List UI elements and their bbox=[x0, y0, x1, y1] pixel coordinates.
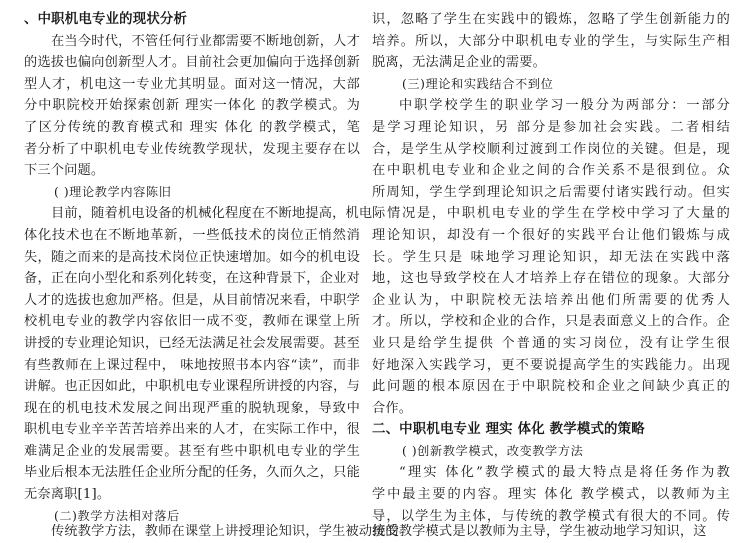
paragraph-line: 导，以学生为主体，与传统的教学模式有很大的不同。传 bbox=[372, 508, 730, 524]
paragraph-line: 合，是学生从学校顺利过渡到工作岗位的关键。但是，现 bbox=[372, 141, 730, 157]
paragraph-line: 无奈离职[1]。 bbox=[24, 487, 111, 503]
paragraph-line: 目前，随着机电设备的机械化程度在不断地提高，机电 bbox=[51, 206, 373, 222]
subsection-heading-2: (二)教学方法相对落后 bbox=[54, 508, 180, 523]
paragraph-line: 所周知，学生学到理论知识之后需要付诸实践行动。但实 bbox=[372, 184, 730, 200]
cut-off-text: 统的教学模式是以教师为主导，学生被动地学习知识，这 bbox=[372, 524, 707, 540]
paragraph-line: 讲解。也正因如此，中职机电专业课程所讲授的内容，与 bbox=[24, 379, 360, 395]
paragraph-line: 中职学校学生的职业学习一般分为两部分：一部分 bbox=[399, 98, 730, 114]
paragraph-line: 人才的选拔也愈加严格。但是，从目前情况来看，中职学 bbox=[24, 292, 360, 308]
intro-line: 了区分传统的教育模式和 理实 体化 的教学模式，笔 bbox=[24, 119, 360, 135]
subsection-heading-4: ( )创新教学模式，改变教学方法 bbox=[402, 443, 584, 458]
paragraph-line: 校机电专业的教学内容依旧一成不变，教师在课堂上所 bbox=[24, 314, 360, 330]
paragraph-line: 毕业后根本无法胜任企业所分配的任务，久而久之，只能 bbox=[24, 465, 360, 481]
intro-line: 在当今时代，不管任何行业都需要不断地创新，人才 bbox=[51, 33, 360, 49]
intro-line: 型人才，机电这一专业尤其明显。面对这一情况，大部 bbox=[24, 76, 360, 92]
intro-line: 者分析了中职机电专业传统教学现状，发现主要存在以 bbox=[24, 141, 360, 157]
paragraph-line: 识，忽略了学生在实践中的锻炼，忽略了学生创新能力的 bbox=[372, 12, 730, 27]
cut-off-text: 传统教学方法，教师在课堂上讲授理论知识，学生被动接受 bbox=[51, 524, 400, 540]
paragraph-line: 有些教师在上课过程中， 味地按照书本内容“读”，而非 bbox=[24, 357, 360, 373]
paragraph-line: “理实 体化”教学模式的最大特点是将任务作为教 bbox=[399, 465, 730, 481]
section-heading-2: 二、中职机电专业 理实 体化 教学模式的策略 bbox=[372, 422, 645, 438]
paragraph-line: 讲授的专业理论知识，已经无法满足社会发展需要。甚至 bbox=[24, 335, 360, 351]
paragraph-line: 才。所以，学校和企业的合作，只是表面意义上的合作。企 bbox=[372, 314, 730, 330]
section-heading-1: 、中职机电专业的现状分析 bbox=[24, 12, 188, 27]
paragraph-line: 地，这也导致学校在人才培养上存在错位的现象。大部分 bbox=[372, 271, 730, 287]
paragraph-line: 职机电专业辛辛苦苦培养出来的人才，在实际工作中，很 bbox=[24, 422, 360, 438]
paragraph-line: 好地深入实践学习，更不要说提高学生的实践能力。出现 bbox=[372, 357, 730, 373]
paragraph-line: 现在的机电技术发展之间出现严重的脱轨现象，导致中 bbox=[24, 400, 360, 416]
paragraph-line: 体化技术也在不断地革新，一些低技术的岗位正悄然消 bbox=[24, 227, 360, 243]
paragraph-line: 难满足企业的发展需要。甚至有些中职机电专业的学生 bbox=[24, 443, 360, 459]
paragraph-line: 企业认为，中职院校无法培养出他们所需要的优秀人 bbox=[372, 292, 730, 308]
paragraph-line: 长。学生只是 味地学习理论知识，却无法在实践中落 bbox=[372, 249, 730, 265]
cut-off-line bbox=[372, 521, 730, 540]
paragraph-line: 理论知识，却没有一个很好的实践平台让他们锻炼与成 bbox=[372, 227, 730, 243]
paragraph-line: 备，正在向小型化和系列化转变，在这种背景下，企业对 bbox=[24, 271, 360, 287]
cut-off-line bbox=[24, 521, 400, 540]
paragraph-line: 培养。所以，大部分中职机电专业的学生，与实际生产相 bbox=[372, 33, 730, 49]
paragraph-line: 脱离，无法满足企业的需要。 bbox=[372, 55, 547, 71]
paragraph-line: 际情况是，中职机电专业的学生在学校中学习了大量的 bbox=[372, 206, 730, 222]
intro-line: 下三个问题。 bbox=[24, 163, 105, 179]
paragraph-line: 是学习理论知识，另 部分是参加社会实践。二者相结 bbox=[372, 119, 730, 135]
paragraph-line: 此问题的根本原因在于中职院校和企业之间缺少真正的 bbox=[372, 379, 730, 395]
paragraph-line: 学中最主要的内容。理实 体化 教学模式，以教师为主 bbox=[372, 487, 730, 503]
paragraph-line: 在中职机电专业和企业之间的合作关系不是很到位。众 bbox=[372, 163, 730, 179]
intro-line: 的选拔也偏向创新型人才。目前社会更加偏向于选择创新 bbox=[24, 55, 360, 71]
subsection-heading-1: ( )理论教学内容陈旧 bbox=[54, 184, 172, 199]
right-column bbox=[372, 9, 730, 540]
paragraph-line: 合作。 bbox=[372, 400, 413, 416]
subsection-heading-3: (三)理论和实践结合不到位 bbox=[402, 76, 554, 91]
paragraph-line: 业只是给学生提供 个普通的实习岗位，没有让学生很 bbox=[372, 335, 730, 351]
intro-line: 分中职院校开始探索创新 理实一体化 的教学模式。为 bbox=[24, 98, 360, 114]
paragraph-line: 失，随之而来的是高技术岗位正快速增加。如今的机电设 bbox=[24, 249, 360, 265]
